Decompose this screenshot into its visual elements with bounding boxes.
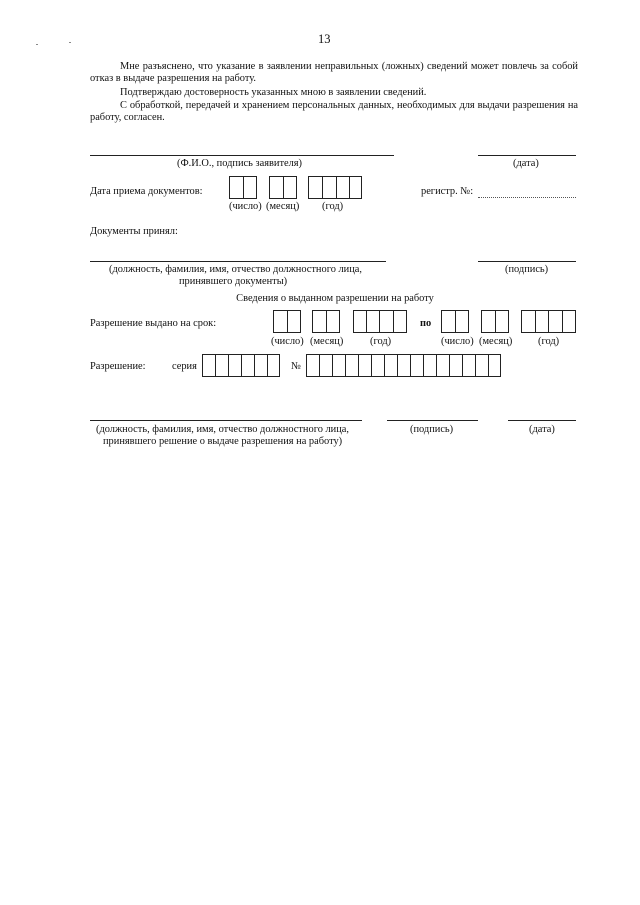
digit-box[interactable] bbox=[455, 310, 469, 333]
to-day-caption: (число) bbox=[441, 336, 474, 347]
digit-box[interactable] bbox=[269, 176, 283, 199]
digit-box[interactable] bbox=[379, 310, 393, 333]
digit-box[interactable] bbox=[228, 354, 241, 377]
digit-box[interactable] bbox=[371, 354, 384, 377]
digit-box[interactable] bbox=[535, 310, 548, 333]
date-received-year-boxes[interactable] bbox=[308, 176, 362, 199]
digit-box[interactable] bbox=[243, 176, 257, 199]
month-caption: (месяц) bbox=[266, 201, 300, 212]
official-caption-line2: принявшего документы) bbox=[179, 276, 288, 287]
permit-series-boxes[interactable] bbox=[202, 354, 280, 377]
declaration-paragraph: Мне разъяснено, что указание в заявлении неправильных (ложных) сведений может повлечь за собой отказ в выдаче разрешения на работу. bbox=[90, 61, 578, 84]
digit-box[interactable] bbox=[441, 310, 455, 333]
decision-signature-caption: (подпись) bbox=[410, 424, 454, 435]
applicant-date-line[interactable] bbox=[478, 155, 576, 156]
scan-speck bbox=[36, 44, 38, 45]
permit-from-year-boxes[interactable] bbox=[353, 310, 407, 333]
digit-box[interactable] bbox=[283, 176, 297, 199]
signature-caption: (подпись) bbox=[505, 264, 549, 275]
to-month-caption: (месяц) bbox=[479, 336, 513, 347]
digit-box[interactable] bbox=[308, 176, 322, 199]
decision-signature-line[interactable] bbox=[387, 420, 478, 421]
digit-box[interactable] bbox=[267, 354, 280, 377]
decision-official-line[interactable] bbox=[90, 420, 362, 421]
registration-number-field[interactable] bbox=[478, 197, 576, 198]
digit-box[interactable] bbox=[336, 176, 349, 199]
digit-box[interactable] bbox=[384, 354, 397, 377]
date-caption: (дата) bbox=[513, 158, 539, 169]
digit-box[interactable] bbox=[393, 310, 407, 333]
digit-box[interactable] bbox=[562, 310, 576, 333]
digit-box[interactable] bbox=[254, 354, 267, 377]
digit-box[interactable] bbox=[495, 310, 509, 333]
from-year-caption: (год) bbox=[370, 336, 392, 347]
from-month-caption: (месяц) bbox=[310, 336, 344, 347]
documents-accepted-label: Документы принял: bbox=[90, 226, 178, 237]
page-number: 13 bbox=[318, 32, 331, 46]
date-received-month-boxes[interactable] bbox=[269, 176, 297, 199]
digit-box[interactable] bbox=[449, 354, 462, 377]
series-label: серия bbox=[172, 361, 197, 372]
to-year-caption: (год) bbox=[538, 336, 560, 347]
digit-box[interactable] bbox=[319, 354, 332, 377]
digit-box[interactable] bbox=[548, 310, 562, 333]
digit-box[interactable] bbox=[366, 310, 379, 333]
digit-box[interactable] bbox=[358, 354, 371, 377]
consent-paragraph: С обработкой, передачей и хранением персональных данных, необходимых для выдачи разрешения на работу, согласен. bbox=[90, 100, 578, 123]
fio-signature-caption: (Ф.И.О., подпись заявителя) bbox=[177, 158, 303, 169]
digit-box[interactable] bbox=[397, 354, 410, 377]
digit-box[interactable] bbox=[488, 354, 501, 377]
digit-box[interactable] bbox=[287, 310, 301, 333]
permit-to-year-boxes[interactable] bbox=[521, 310, 576, 333]
digit-box[interactable] bbox=[436, 354, 449, 377]
digit-box[interactable] bbox=[521, 310, 535, 333]
digit-box[interactable] bbox=[273, 310, 287, 333]
digit-box[interactable] bbox=[322, 176, 336, 199]
digit-box[interactable] bbox=[462, 354, 475, 377]
permit-to-day-boxes[interactable] bbox=[441, 310, 469, 333]
date-received-day-boxes[interactable] bbox=[229, 176, 257, 199]
digit-box[interactable] bbox=[306, 354, 319, 377]
digit-box[interactable] bbox=[312, 310, 326, 333]
official-line[interactable] bbox=[90, 261, 386, 262]
permit-from-day-boxes[interactable] bbox=[273, 310, 301, 333]
decision-official-caption-line2: принявшего решение о выдаче разрешения на работу) bbox=[103, 436, 343, 447]
permit-to-month-boxes[interactable] bbox=[481, 310, 509, 333]
day-caption: (число) bbox=[229, 201, 262, 212]
registration-number-label: регистр. №: bbox=[421, 186, 474, 197]
digit-box[interactable] bbox=[349, 176, 362, 199]
date-received-label: Дата приема документов: bbox=[90, 186, 203, 197]
from-day-caption: (число) bbox=[271, 336, 304, 347]
to-word: по bbox=[420, 318, 432, 329]
permit-term-label: Разрешение выдано на срок: bbox=[90, 318, 217, 329]
digit-box[interactable] bbox=[410, 354, 423, 377]
digit-box[interactable] bbox=[481, 310, 495, 333]
decision-official-caption-line1: (должность, фамилия, имя, отчество должностного лица, bbox=[96, 424, 350, 435]
official-caption-line1: (должность, фамилия, имя, отчество должностного лица, bbox=[109, 264, 363, 275]
digit-box[interactable] bbox=[241, 354, 254, 377]
permit-number-boxes[interactable] bbox=[306, 354, 501, 377]
number-sign: № bbox=[291, 361, 301, 372]
permit-section-title: Сведения о выданном разрешении на работу bbox=[236, 293, 434, 304]
digit-box[interactable] bbox=[229, 176, 243, 199]
digit-box[interactable] bbox=[332, 354, 345, 377]
confirmation-paragraph: Подтверждаю достоверность указанных мною в заявлении сведений. bbox=[120, 87, 427, 98]
year-caption: (год) bbox=[322, 201, 344, 212]
permit-from-month-boxes[interactable] bbox=[312, 310, 340, 333]
official-signature-line[interactable] bbox=[478, 261, 576, 262]
digit-box[interactable] bbox=[326, 310, 340, 333]
decision-date-line[interactable] bbox=[508, 420, 576, 421]
permit-label: Разрешение: bbox=[90, 361, 146, 372]
digit-box[interactable] bbox=[353, 310, 366, 333]
applicant-signature-line[interactable] bbox=[90, 155, 394, 156]
digit-box[interactable] bbox=[202, 354, 215, 377]
scan-speck bbox=[69, 42, 71, 43]
decision-date-caption: (дата) bbox=[529, 424, 555, 435]
digit-box[interactable] bbox=[215, 354, 228, 377]
digit-box[interactable] bbox=[475, 354, 488, 377]
digit-box[interactable] bbox=[423, 354, 436, 377]
digit-box[interactable] bbox=[345, 354, 358, 377]
